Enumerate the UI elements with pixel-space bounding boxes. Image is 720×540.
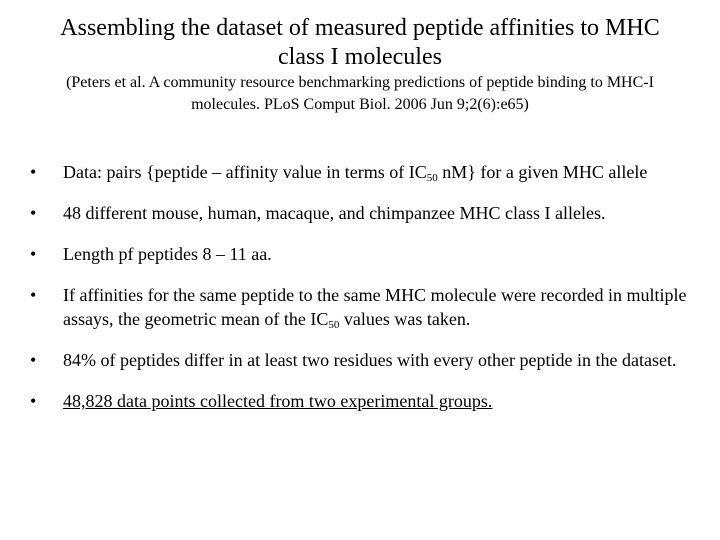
bullet-marker: • xyxy=(30,244,37,264)
bullet-text: Length pf peptides 8 – 11 aa. xyxy=(63,244,272,264)
bullet-data-pairs xyxy=(28,160,688,184)
bullet-geometric-mean xyxy=(28,283,688,331)
bullet-text-part: values was taken. xyxy=(339,309,471,329)
bullet-text: 84% of peptides differ in at least two residues with every other peptide in the dataset. xyxy=(63,350,677,370)
bullet-text: 48 different mouse, human, macaque, and chimpanzee MHC class I alleles. xyxy=(63,203,606,223)
bullet-marker: • xyxy=(30,203,37,223)
bullet-marker: • xyxy=(30,285,37,305)
bullet-residue-difference xyxy=(28,348,688,372)
data-points-link[interactable]: 48,828 data points collected from two experimental groups. xyxy=(63,391,493,411)
bullet-peptide-length xyxy=(28,242,688,266)
bullet-alleles xyxy=(28,201,688,225)
slide-title: Assembling the dataset of measured peptide affinities to MHC class I molecules xyxy=(60,15,660,70)
bullet-list xyxy=(28,160,688,430)
ic50-subscript: 50 xyxy=(328,319,340,331)
bullet-text xyxy=(63,285,686,329)
bullet-marker: • xyxy=(30,350,37,370)
bullet-text-part: Data: pairs {peptide – affinity value in terms of IC xyxy=(63,162,427,182)
bullet-text xyxy=(63,162,647,182)
bullet-marker: • xyxy=(30,162,37,182)
bullet-text-part: If affinities for the same peptide to the same MHC molecule were recorded in multiple assays, the geometric mean of the IC xyxy=(63,285,687,329)
bullet-data-points-link[interactable] xyxy=(28,389,688,413)
bullet-marker: • xyxy=(30,391,37,411)
ic50-subscript: 50 xyxy=(426,172,438,184)
bullet-text-part: nM} for a given MHC allele xyxy=(437,162,648,182)
citation-subtitle: (Peters et al. A community resource benchmarking predictions of peptide binding to MHC-I molecules. PLoS Comput Biol. 2006 Jun 9;2(6):e65) xyxy=(66,74,654,113)
